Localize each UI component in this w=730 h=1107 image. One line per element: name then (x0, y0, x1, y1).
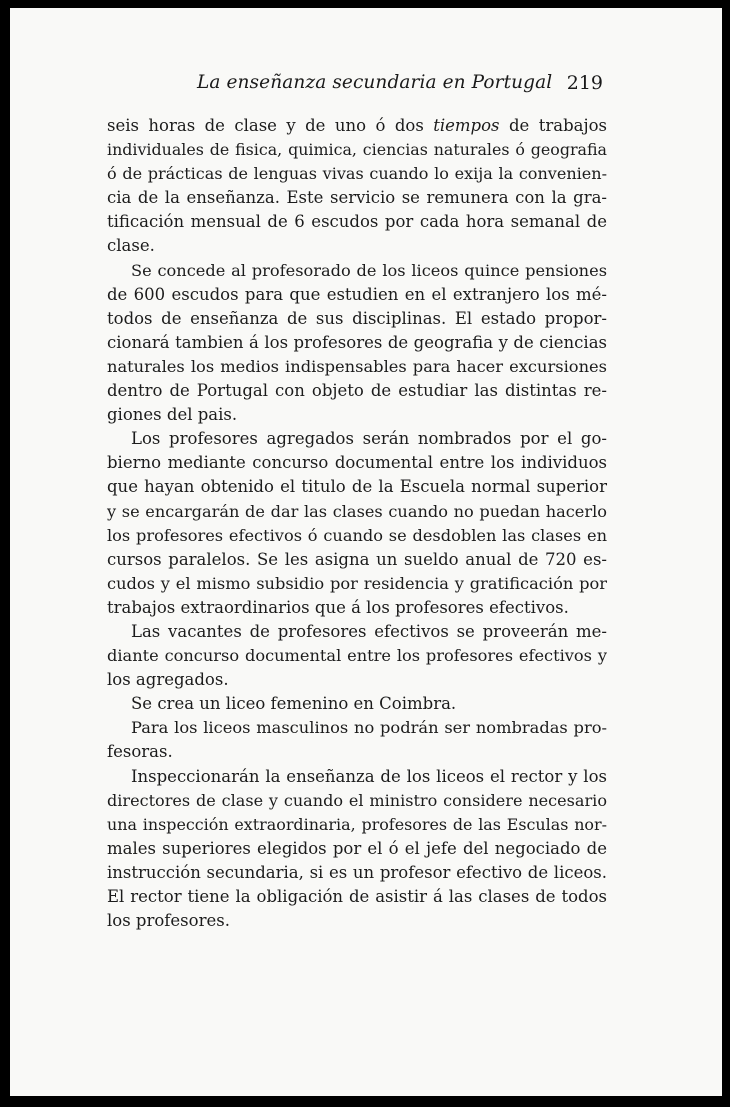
paragraph (107, 765, 607, 934)
paragraph (107, 692, 607, 716)
text-line: giones del pais. (107, 405, 238, 425)
text-line: trabajos extraordinarios que á los profesores efectivos. (107, 597, 569, 617)
text-line: individuales de fisica, quimica, ciencias naturales ó geografia (107, 140, 607, 160)
paragraph (107, 427, 607, 620)
text-line: El rector tiene la obligación de asistir á las clases de todos (107, 887, 607, 906)
text-line: Se concede al profesorado de los liceos quince pensiones (131, 260, 607, 280)
text-line: cionará tambien á los profesores de geografia y de ciencias (107, 332, 607, 352)
paragraph (107, 620, 607, 692)
text-line: Inspeccionarán la enseñanza de los liceos el rector y los (131, 766, 607, 786)
italic-word: tiempos (433, 116, 500, 135)
body-text (107, 114, 607, 933)
text-line: fesoras. (107, 742, 173, 762)
text-line: los profesores efectivos ó cuando se desdoblen las clases en (107, 525, 607, 545)
text-line: Se crea un liceo femenino en Coimbra. (131, 694, 457, 714)
text-line: que hayan obtenido el titulo de la Escuela normal superior (107, 477, 607, 497)
text-line: cursos paralelos. Se les asigna un sueldo anual de 720 es- (107, 549, 607, 569)
text-line: una inspección extraordinaria, profesores de las Esculas nor- (107, 814, 607, 834)
book-page (10, 8, 722, 1096)
text-line: de 600 escudos para que estudien en el extranjero los mé- (107, 284, 607, 304)
text-line: diante concurso documental entre los profesores efectivos y (107, 646, 607, 666)
text-line: instrucción secundaria, si es un profesor efectivo de liceos. (107, 862, 607, 882)
text-line: seis horas de clase y de uno ó dos tiempos de trabajos (107, 116, 607, 135)
text-line: los agregados. (107, 670, 229, 690)
paragraph (107, 259, 607, 428)
text-line: bierno mediante concurso documental entre los individuos (107, 453, 607, 473)
text-line: los profesores. (107, 911, 230, 931)
page-number: 219 (566, 72, 603, 94)
paragraph (107, 114, 607, 259)
text-line: Para los liceos masculinos no podrán ser nombradas pro- (131, 718, 607, 738)
text-line: males superiores elegidos por el ó el jefe del negociado de (107, 838, 607, 858)
text-line: naturales los medios indispensables para hacer excursiones (107, 356, 607, 376)
text-line: Los profesores agregados serán nombrados por el go- (131, 429, 607, 449)
text-line: Las vacantes de profesores efectivos se proveerán me- (131, 621, 607, 641)
text-line: directores de clase y cuando el ministro considere necesario (107, 790, 607, 810)
running-title: La enseñanza secundaria en Portugal (197, 72, 553, 93)
text-line: todos de enseñanza de sus disciplinas. El estado propor- (107, 308, 607, 328)
text-line: cia de la enseñanza. Este servicio se remunera con la gra- (107, 188, 607, 208)
page-header (107, 72, 603, 102)
text-line: clase. (107, 236, 155, 256)
text-line: ó de prácticas de lenguas vivas cuando lo exija la convenien- (107, 164, 607, 184)
text-line: dentro de Portugal con objeto de estudiar las distintas re- (107, 381, 607, 401)
text-line: tificación mensual de 6 escudos por cada hora semanal de (107, 212, 607, 232)
paragraph (107, 716, 607, 764)
text-line: y se encargarán de dar las clases cuando no puedan hacerlo (107, 501, 607, 521)
text-line: cudos y el mismo subsidio por residencia y gratificación por (107, 573, 607, 593)
